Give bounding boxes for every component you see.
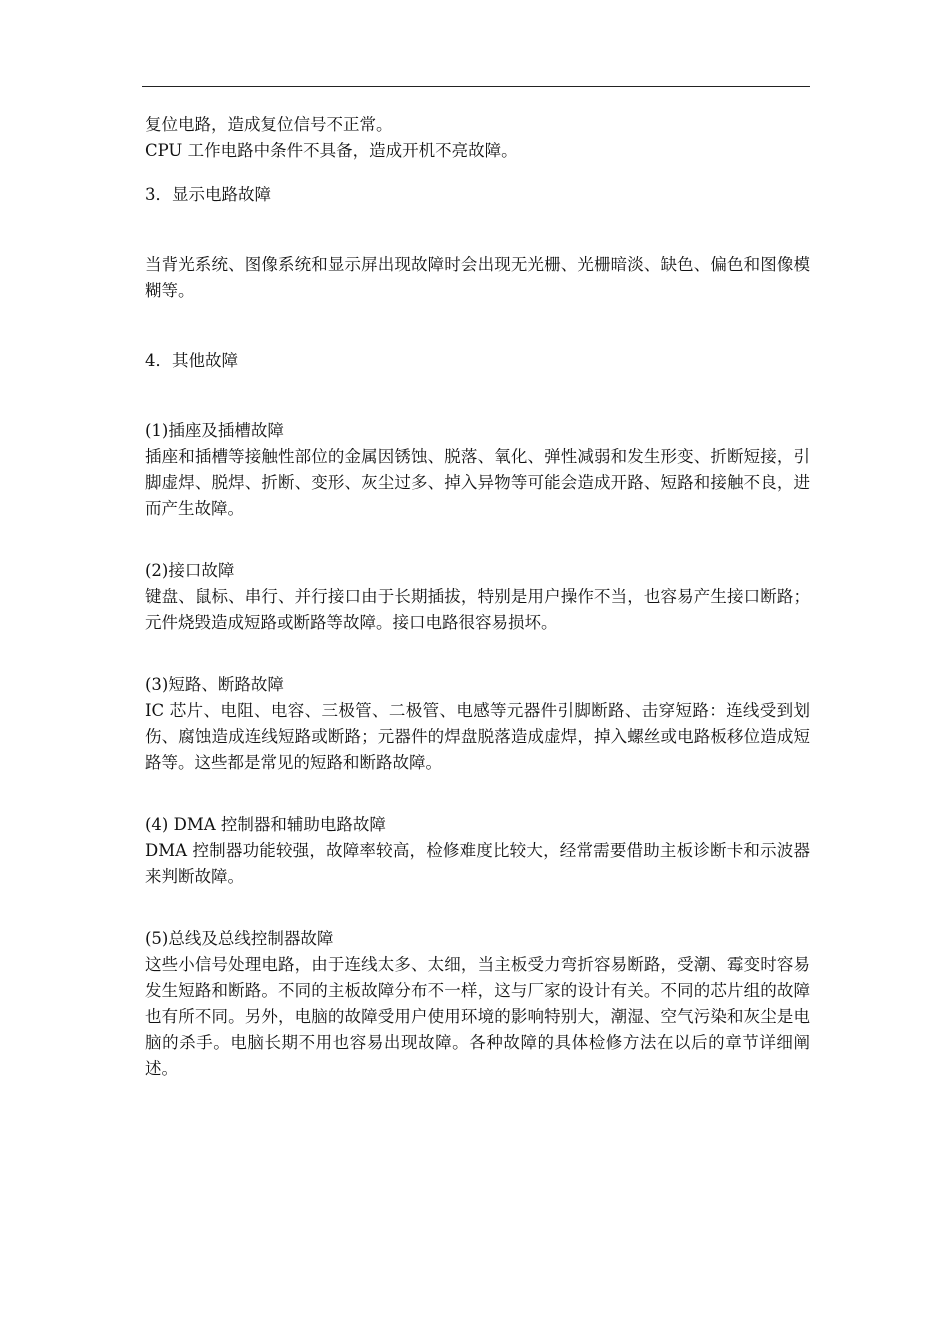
document-body — [145, 112, 810, 1082]
item-1-title: (1)插座及插槽故障 — [145, 421, 284, 440]
item-3-title: (3)短路、断路故障 — [145, 675, 284, 694]
item-4-title: (4) DMA 控制器和辅助电路故障 — [145, 815, 386, 834]
item-3-body: IC 芯片、电阻、电容、三极管、二极管、电感等元器件引脚断路、击穿短路：连线受到划伤、腐蚀造成连线短路或断路；元器件的焊盘脱落造成虚焊，掉入螺丝或电路板移位造成短路等。这些都是常见的短路和断路故障。 — [145, 701, 810, 772]
item-2-body: 键盘、鼠标、串行、并行接口由于长期插拔，特别是用户操作不当，也容易产生接口断路；元件烧毁造成短路或断路等故障。接口电路很容易损坏。 — [145, 587, 810, 632]
item-1-body: 插座和插槽等接触性部位的金属因锈蚀、脱落、氧化、弹性减弱和发生形变、折断短接，引脚虚焊、脱焊、折断、变形、灰尘过多、掉入异物等可能会造成开路、短路和接触不良，进而产生故障。 — [145, 447, 810, 518]
intro-line-1: 复位电路，造成复位信号不正常。 — [145, 115, 393, 134]
item-5-title: (5)总线及总线控制器故障 — [145, 929, 334, 948]
item-5-body: 这些小信号处理电路，由于连线太多、太细，当主板受力弯折容易断路，受潮、霉变时容易发生短路和断路。不同的主板故障分布不一样，这与厂家的设计有关。不同的芯片组的故障也有所不同。另外，电脑的故障受用户使用环境的影响特别大，潮湿、空气污染和灰尘是电脑的杀手。电脑长期不用也容易出现故障。各种故障的具体检修方法在以后的章节详细阐述。 — [145, 955, 810, 1078]
intro-line-2: CPU 工作电路中条件不具备，造成开机不亮故障。 — [145, 141, 518, 160]
header-rule — [142, 86, 810, 87]
section-3-body: 当背光系统、图像系统和显示屏出现故障时会出现无光栅、光栅暗淡、缺色、偏色和图像模糊等。 — [145, 255, 810, 300]
item-2-title: (2)接口故障 — [145, 561, 235, 580]
section-3-heading: 3．显示电路故障 — [145, 185, 271, 204]
section-4-heading: 4．其他故障 — [145, 351, 238, 370]
item-4-body: DMA 控制器功能较强，故障率较高，检修难度比较大，经常需要借助主板诊断卡和示波器来判断故障。 — [145, 841, 810, 886]
